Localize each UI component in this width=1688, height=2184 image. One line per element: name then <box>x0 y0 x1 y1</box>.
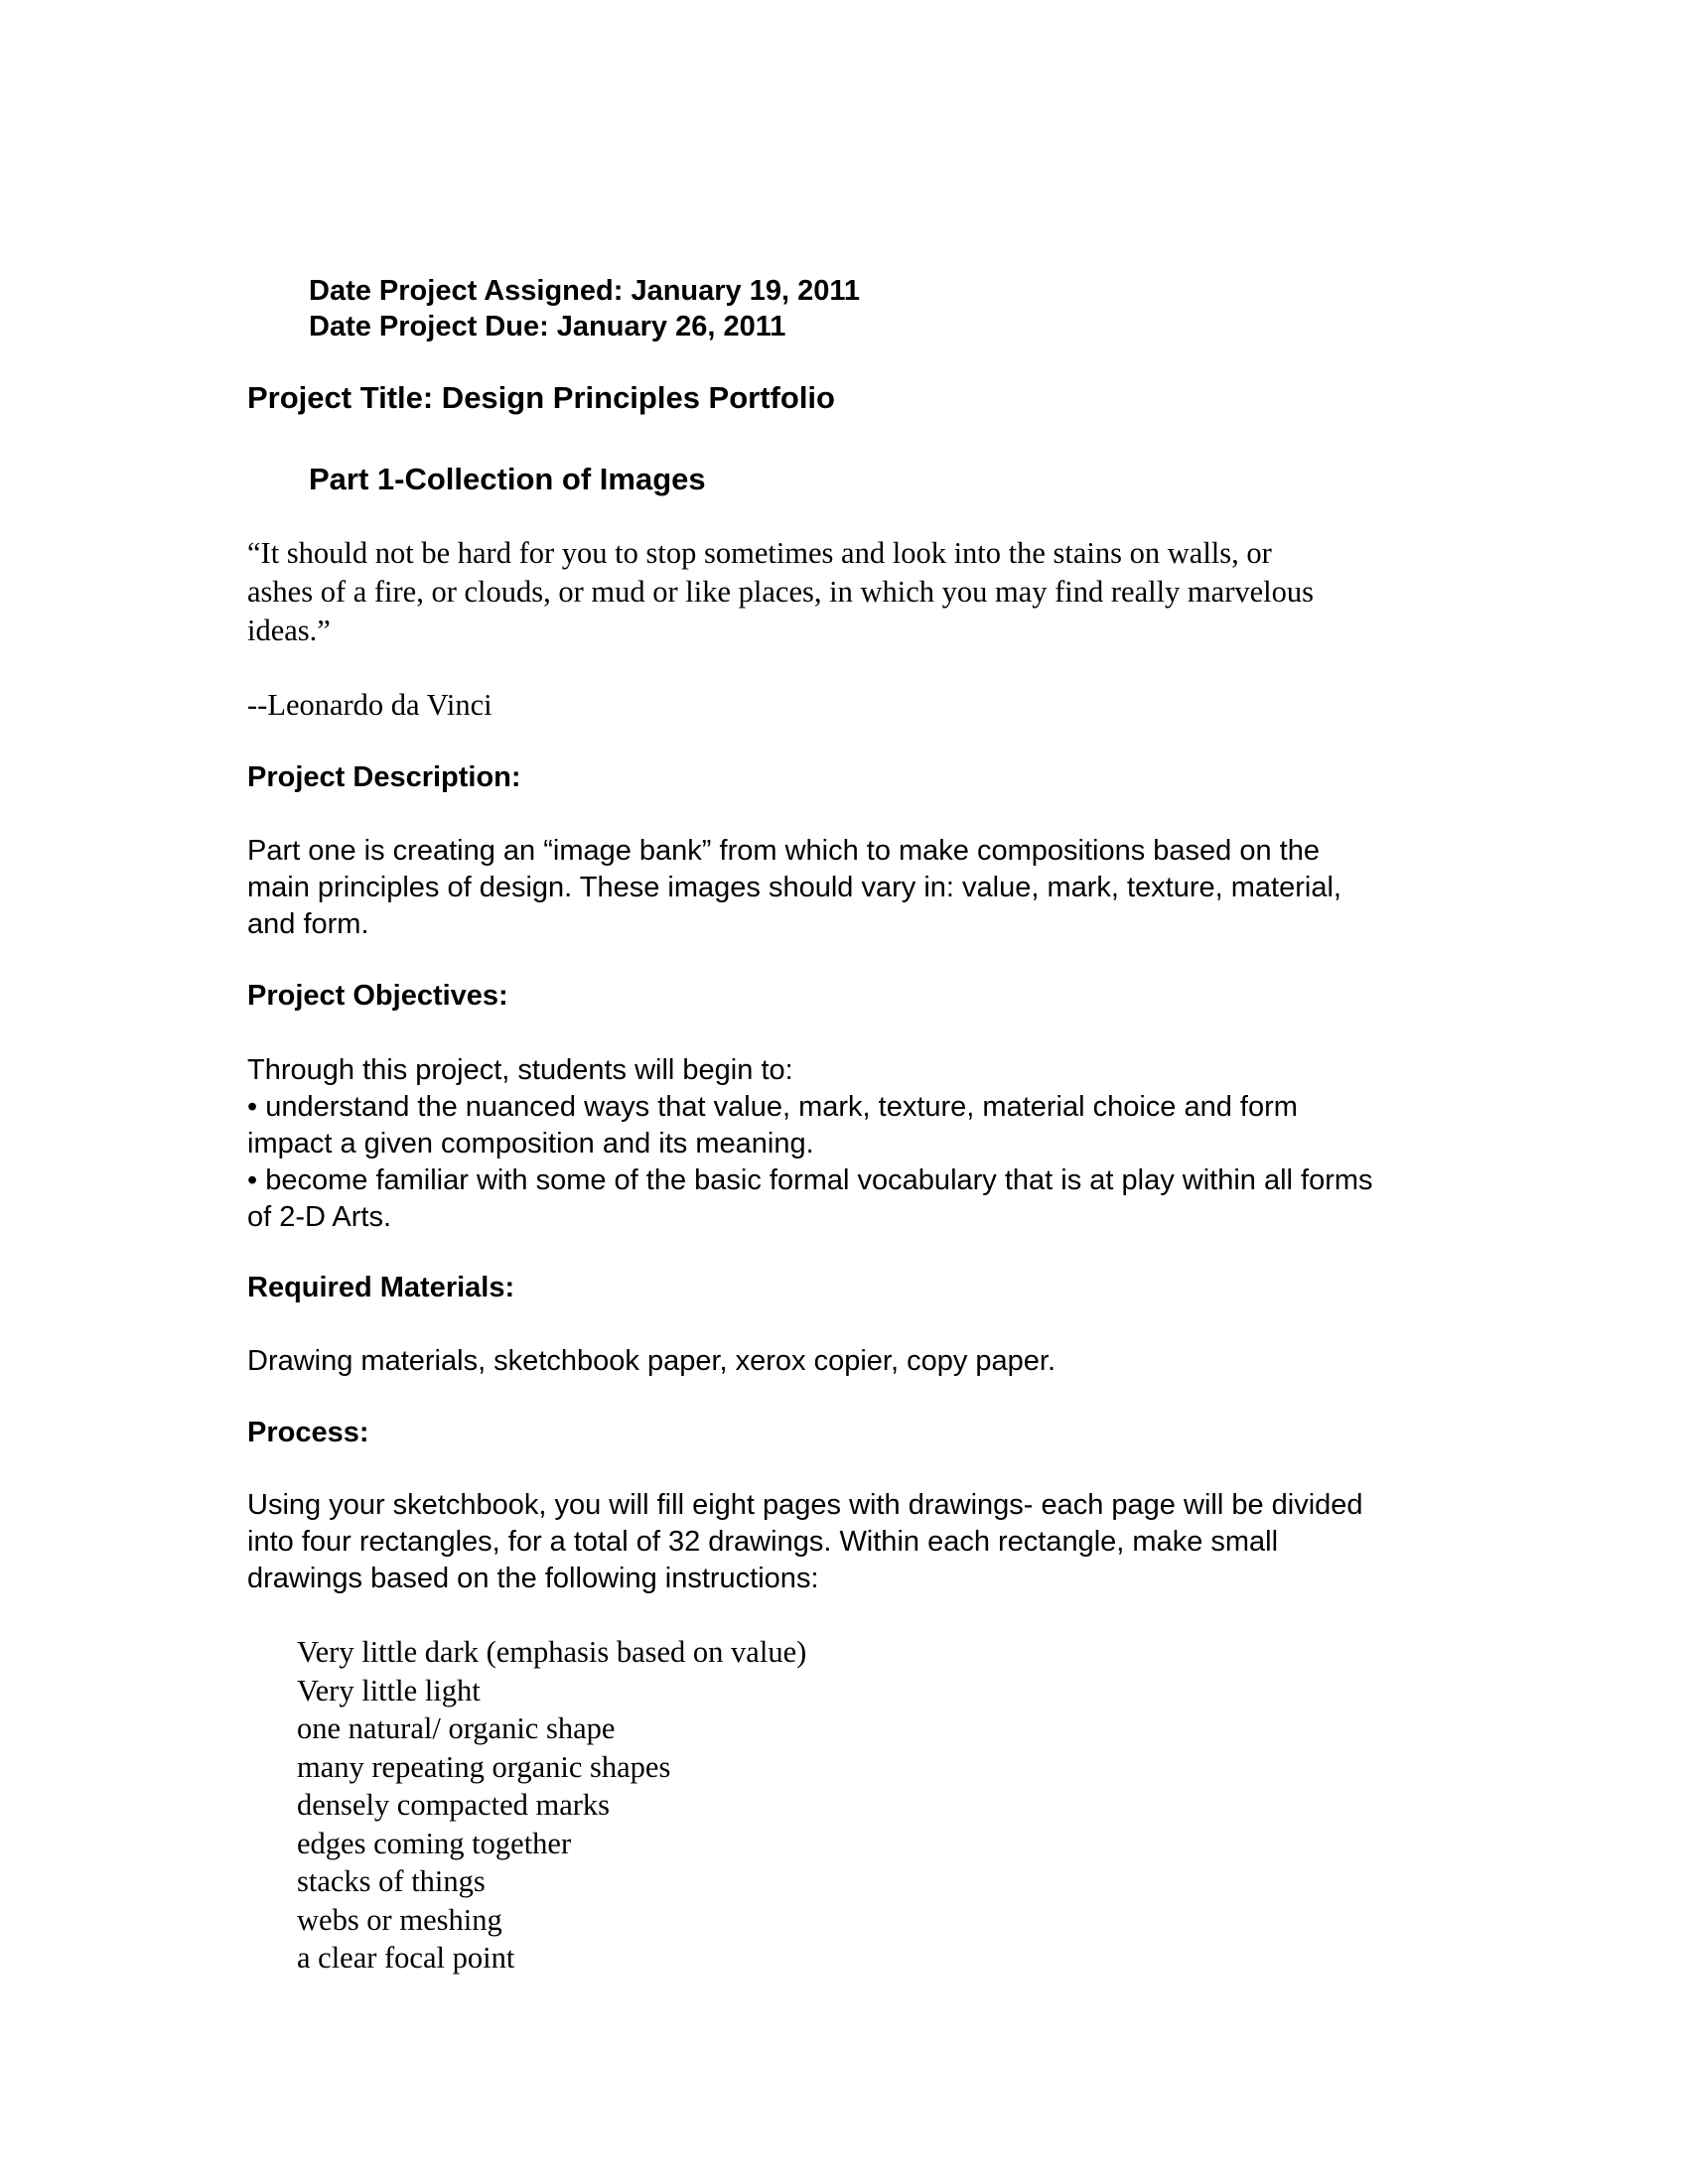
materials-heading: Required Materials: <box>247 1272 515 1303</box>
part-title: Part 1-Collection of Images <box>309 462 706 496</box>
description-line: and form. <box>247 908 369 940</box>
instruction-item: stacks of things <box>297 1864 486 1898</box>
objectives-text <box>247 1052 1488 1236</box>
objectives-line: Through this project, students will begin to: <box>247 1054 793 1086</box>
date-assigned: Date Project Assigned: January 19, 2011 <box>309 275 861 307</box>
instruction-item: edges coming together <box>297 1826 572 1860</box>
process-line: into four rectangles, for a total of 32 drawings. Within each rectangle, make small <box>247 1526 1279 1558</box>
date-header <box>309 273 860 344</box>
instruction-item: a clear focal point <box>297 1941 515 1975</box>
instruction-item: one natural/ organic shape <box>297 1711 616 1745</box>
description-text <box>247 833 1488 943</box>
quote-line: ideas.” <box>247 614 331 647</box>
description-line: main principles of design. These images should vary in: value, mark, texture, material, <box>247 872 1341 903</box>
process-line: drawings based on the following instructions: <box>247 1563 819 1594</box>
process-line: Using your sketchbook, you will fill eight pages with drawings- each page will be divided <box>247 1489 1363 1521</box>
date-due: Date Project Due: January 26, 2011 <box>309 311 786 342</box>
quote-attribution: --Leonardo da Vinci <box>247 688 492 722</box>
quote <box>247 534 1459 650</box>
instruction-item: many repeating organic shapes <box>297 1749 671 1784</box>
process-text <box>247 1487 1488 1597</box>
quote-line: “It should not be hard for you to stop sometimes and look into the stains on walls, or <box>247 536 1272 570</box>
process-heading: Process: <box>247 1417 369 1448</box>
materials-line: Drawing materials, sketchbook paper, xerox copier, copy paper. <box>247 1345 1056 1377</box>
objectives-line: impact a given composition and its meaning. <box>247 1128 814 1160</box>
materials-text <box>247 1343 1488 1380</box>
objectives-line: • become familiar with some of the basic formal vocabulary that is at play within all forms <box>247 1164 1373 1196</box>
instruction-item: Very little light <box>297 1673 481 1707</box>
objectives-heading: Project Objectives: <box>247 980 508 1012</box>
description-heading: Project Description: <box>247 761 521 793</box>
quote-line: ashes of a fire, or clouds, or mud or like places, in which you may find really marvelous <box>247 575 1314 609</box>
objectives-line: of 2-D Arts. <box>247 1201 392 1233</box>
instruction-item: Very little dark (emphasis based on value) <box>297 1635 807 1669</box>
objectives-line: • understand the nuanced ways that value, mark, texture, material choice and form <box>247 1091 1298 1123</box>
description-line: Part one is creating an “image bank” from which to make compositions based on the <box>247 835 1320 867</box>
instruction-item: webs or meshing <box>297 1902 502 1937</box>
project-title: Project Title: Design Principles Portfolio <box>247 380 835 415</box>
instruction-item: densely compacted marks <box>297 1788 611 1822</box>
instruction-list <box>297 1633 806 1978</box>
